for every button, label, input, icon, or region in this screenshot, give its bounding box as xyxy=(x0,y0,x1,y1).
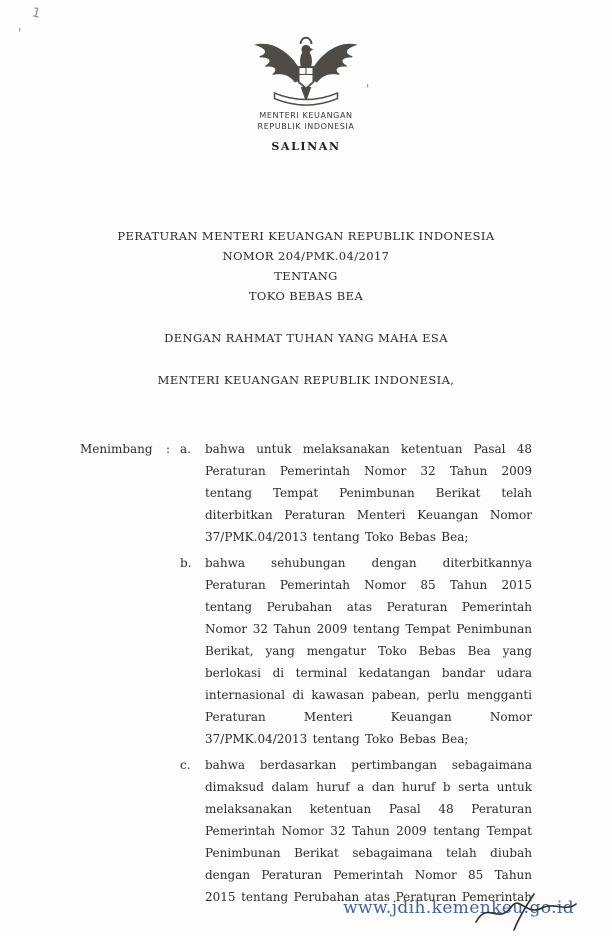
scan-artifact: 1 xyxy=(30,5,42,22)
salinan-label: SALINAN xyxy=(271,140,341,153)
considering-item-c xyxy=(180,754,532,908)
considering-section xyxy=(80,438,532,912)
handwritten-signature-mark xyxy=(468,892,586,934)
item-marker: b. xyxy=(180,556,192,570)
considering-item-b xyxy=(180,552,532,750)
tentang-line: TENTANG xyxy=(274,269,338,283)
item-text: bahwa untuk melaksanakan ketentuan Pasal 48 Peraturan Pemerintah Nomor 32 Tahun 2009 tentang Tempat Penimbunan Berikat telah diterbitkan Peraturan Menteri Keuangan Nomor 37/PMK.04/2013 tentang Toko Bebas Bea; xyxy=(205,442,532,544)
regulation-title-line: PERATURAN MENTERI KEUANGAN REPUBLIK INDONESIA xyxy=(117,229,495,243)
regulation-title-block xyxy=(0,226,612,390)
ministry-name-line: MENTERI KEUANGAN xyxy=(259,111,353,120)
authority-line: MENTERI KEUANGAN REPUBLIK INDONESIA, xyxy=(157,373,455,387)
subject-line: TOKO BEBAS BEA xyxy=(248,289,364,303)
scan-artifact: ' xyxy=(18,26,22,40)
considering-item-a xyxy=(180,438,532,548)
invocation-line: DENGAN RAHMAT TUHAN YANG MAHA ESA xyxy=(164,331,448,345)
jdih-footer-link[interactable]: www.jdih.kemenkeu.go.id xyxy=(343,898,574,918)
considering-colon: : xyxy=(166,442,171,456)
item-marker: c. xyxy=(180,758,191,772)
republic-line: REPUBLIK INDONESIA xyxy=(257,122,355,131)
scan-artifact: ' xyxy=(366,82,370,96)
letterhead xyxy=(0,30,612,153)
item-text: bahwa berdasarkan pertimbangan sebagaimana dimaksud dalam huruf a dan huruf b serta untuk melaksanakan ketentuan Pasal 48 Peraturan Pemerintah Nomor 32 Tahun 2009 tentang Tempat Penimbunan Berikat sebagaimana telah diubah dengan Peraturan Pemerintah Nomor 85 Tahun 2015 tentang Perubahan atas Peraturan Pemerintah xyxy=(205,758,532,904)
considering-items xyxy=(180,438,532,912)
considering-label: Menimbang xyxy=(80,442,153,456)
item-text: bahwa sehubungan dengan diterbitkannya Peraturan Pemerintah Nomor 85 Tahun 2015 tentang Perubahan atas Peraturan Pemerintah Nomor 32 Tahun 2009 tentang Tempat Penimbunan Berikat, yang mengatur Toko Bebas Bea yang berlokasi di terminal kedatangan bandar udara internasional di kawasan pabean, perlu mengganti Peraturan Menteri Keuangan Nomor 37/PMK.04/2013 tentang Toko Bebas Bea; xyxy=(205,556,532,746)
item-marker: a. xyxy=(180,442,191,456)
regulation-number-line: NOMOR 204/PMK.04/2017 xyxy=(222,249,390,263)
garuda-pancasila-emblem xyxy=(250,30,362,106)
